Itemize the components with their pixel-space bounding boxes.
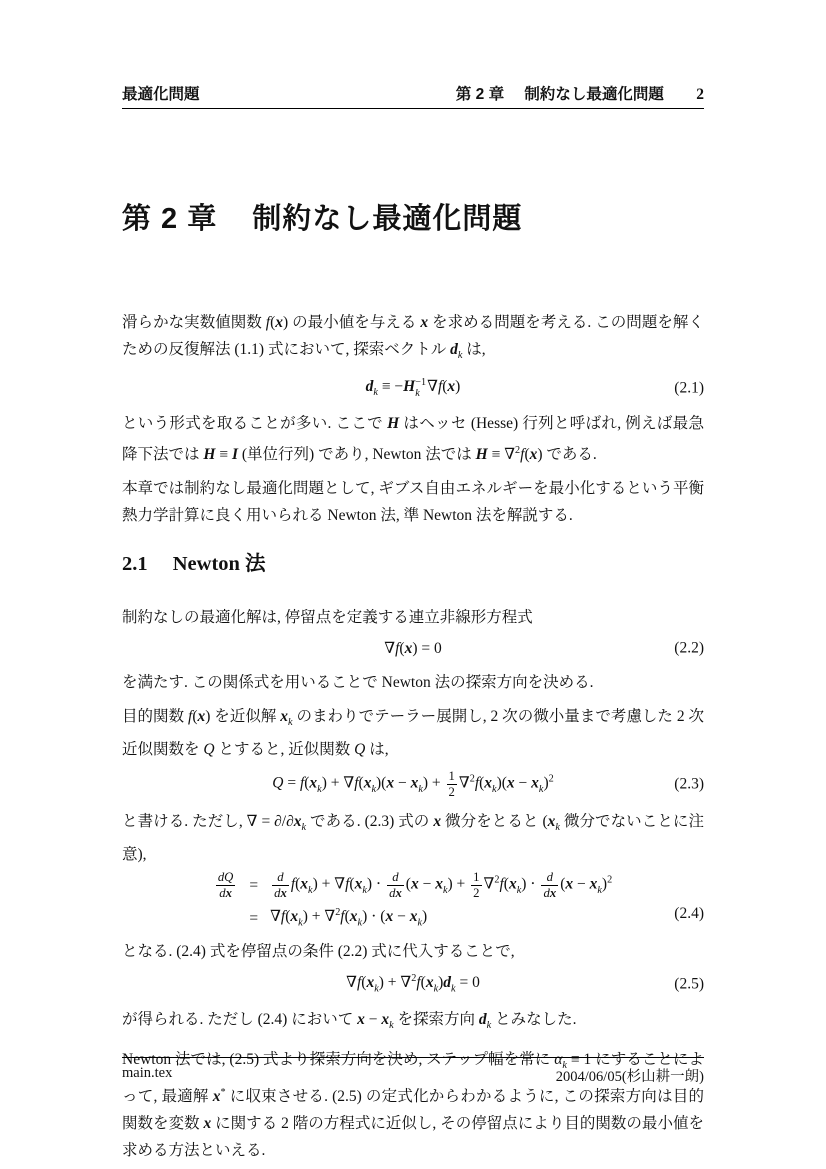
running-head-chapter-label: 第 2 章 (455, 86, 505, 103)
chapter-title: 制約なし最適化問題 (252, 203, 523, 235)
paragraph: 滑らかな実数値関数 f(x) の最小値を与える x を求める問題を考える. この問題を解くための反復解法 (1.1) 式において, 探索ベクトル $d_k$ は, (122, 314, 704, 362)
equation-body: $d_k \equiv -H$ −1 k ∇f(x) (365, 376, 461, 399)
running-head-chapter-title: 制約なし最適化問題 (524, 86, 664, 103)
chapter-number: 第 2 章 (122, 203, 218, 235)
document-page (122, 0, 704, 1164)
section-heading (122, 551, 704, 578)
equation-number: (2.5) (674, 975, 704, 993)
equals-sign: = (249, 876, 259, 894)
equation-2-3 (122, 769, 704, 799)
equation-number: (2.2) (674, 639, 704, 657)
page-header (122, 82, 704, 109)
equation-body: $\nabla f(x_k) + \nabla^2f(x_k)d_k = 0$ (346, 972, 480, 995)
running-head-right (456, 82, 704, 104)
equals-sign: = (249, 909, 259, 927)
equation-body: ∇f(x) = 0 (384, 639, 442, 657)
paragraph: を満たす. この関係式を用いることで Newton 法の探索方向を決める. (122, 673, 594, 691)
paragraph: となる. (2.4) 式を停留点の条件 (2.2) 式に代入することで, (122, 942, 515, 960)
equation-number: (2.1) (674, 379, 704, 397)
paragraph: が得られる. ただし (2.4) において $x - x_k$ を探索方向 $d_k$ とみなした. (122, 1010, 577, 1031)
equation-body: $Q = f(x_k) + \nabla f(x_k)(x - x_k)$ + $\frac{1}{2}$ $\nabla^2f(x_k)(x - x_k)^2$ (272, 768, 554, 799)
equation-rhs-line2: $\nabla f(x_k) + \nabla^2f(x_k) \cdot (x - x_k)$ (270, 907, 428, 929)
equation-align-group (122, 870, 704, 931)
equation-lhs: $\frac{dQ}{dx}$ (217, 870, 234, 900)
page-footer (122, 1057, 704, 1086)
equation-2-4 (122, 870, 704, 931)
paragraph: という形式を取ることが多い. ここで H はヘッセ (Hesse) 行列と呼ばれ, 例えば最急降下法では H ≡ I (単位行列) であり, Newton 法では H ≡ ∇$^2$f(x) である. (122, 414, 704, 463)
running-head-left: 最適化問題 (122, 86, 200, 103)
equation-2-1 (122, 375, 704, 400)
chapter-heading (122, 201, 704, 237)
section-number: 2.1 (122, 552, 148, 575)
section-title: Newton 法 (172, 552, 266, 575)
equation-number: (2.4) (674, 904, 704, 922)
page-number: 2 (696, 86, 704, 103)
equation-2-2 (122, 637, 704, 660)
paragraph: 目的関数 f(x) を近似解 $x_k$ のまわりでテーラー展開し, 2 次の微小量まで考慮した 2 次近似関数を Q とすると, 近似関数 Q は, (122, 707, 704, 758)
equation-number: (2.3) (674, 775, 704, 793)
equation-2-5 (122, 971, 704, 997)
footer-date-author: 2004/06/05(杉山耕一朗) (555, 1069, 704, 1085)
paragraph: Newton 法では, (2.5) 式より探索方向を決め, ステップ幅を常に $\alpha_k \equiv 1$ にすることによって, 最適解 x* に収束させる. (2.5) の定式化からわかるように, この探索方向は目的関数を変数 x に関する 2 階の方程式に近似し, その停留点により目的関数の最小値を求める方法といえる. (122, 1050, 704, 1159)
equation-rhs-line1: $\frac{d}{dx}$ $f(x_k) + \nabla f(x_k)$ ⋅ $\frac{d}{dx}$ $(x - x_k)$ + $\frac{1}{2}$ $\nabla^2f(x_k)$ ⋅ $\frac{d}{dx}$ $(x - x_k)^2$ (274, 870, 613, 900)
footer-filename: main.tex (122, 1065, 173, 1081)
paragraph: と書ける. ただし, ∇ = $\partial/\partial x_k$ である. (2.3) 式の x 微分をとると ($x_k$ 微分でないことに注意), (122, 813, 704, 864)
paragraph: 制約なしの最適化解は, 停留点を定義する連立非線形方程式 (122, 608, 533, 626)
paragraph: 本章では制約なし最適化問題として, ギブス自由エネルギーを最小化するという平衡熱力学計算に良く用いられる Newton 法, 準 Newton 法を解説する. (122, 479, 704, 524)
